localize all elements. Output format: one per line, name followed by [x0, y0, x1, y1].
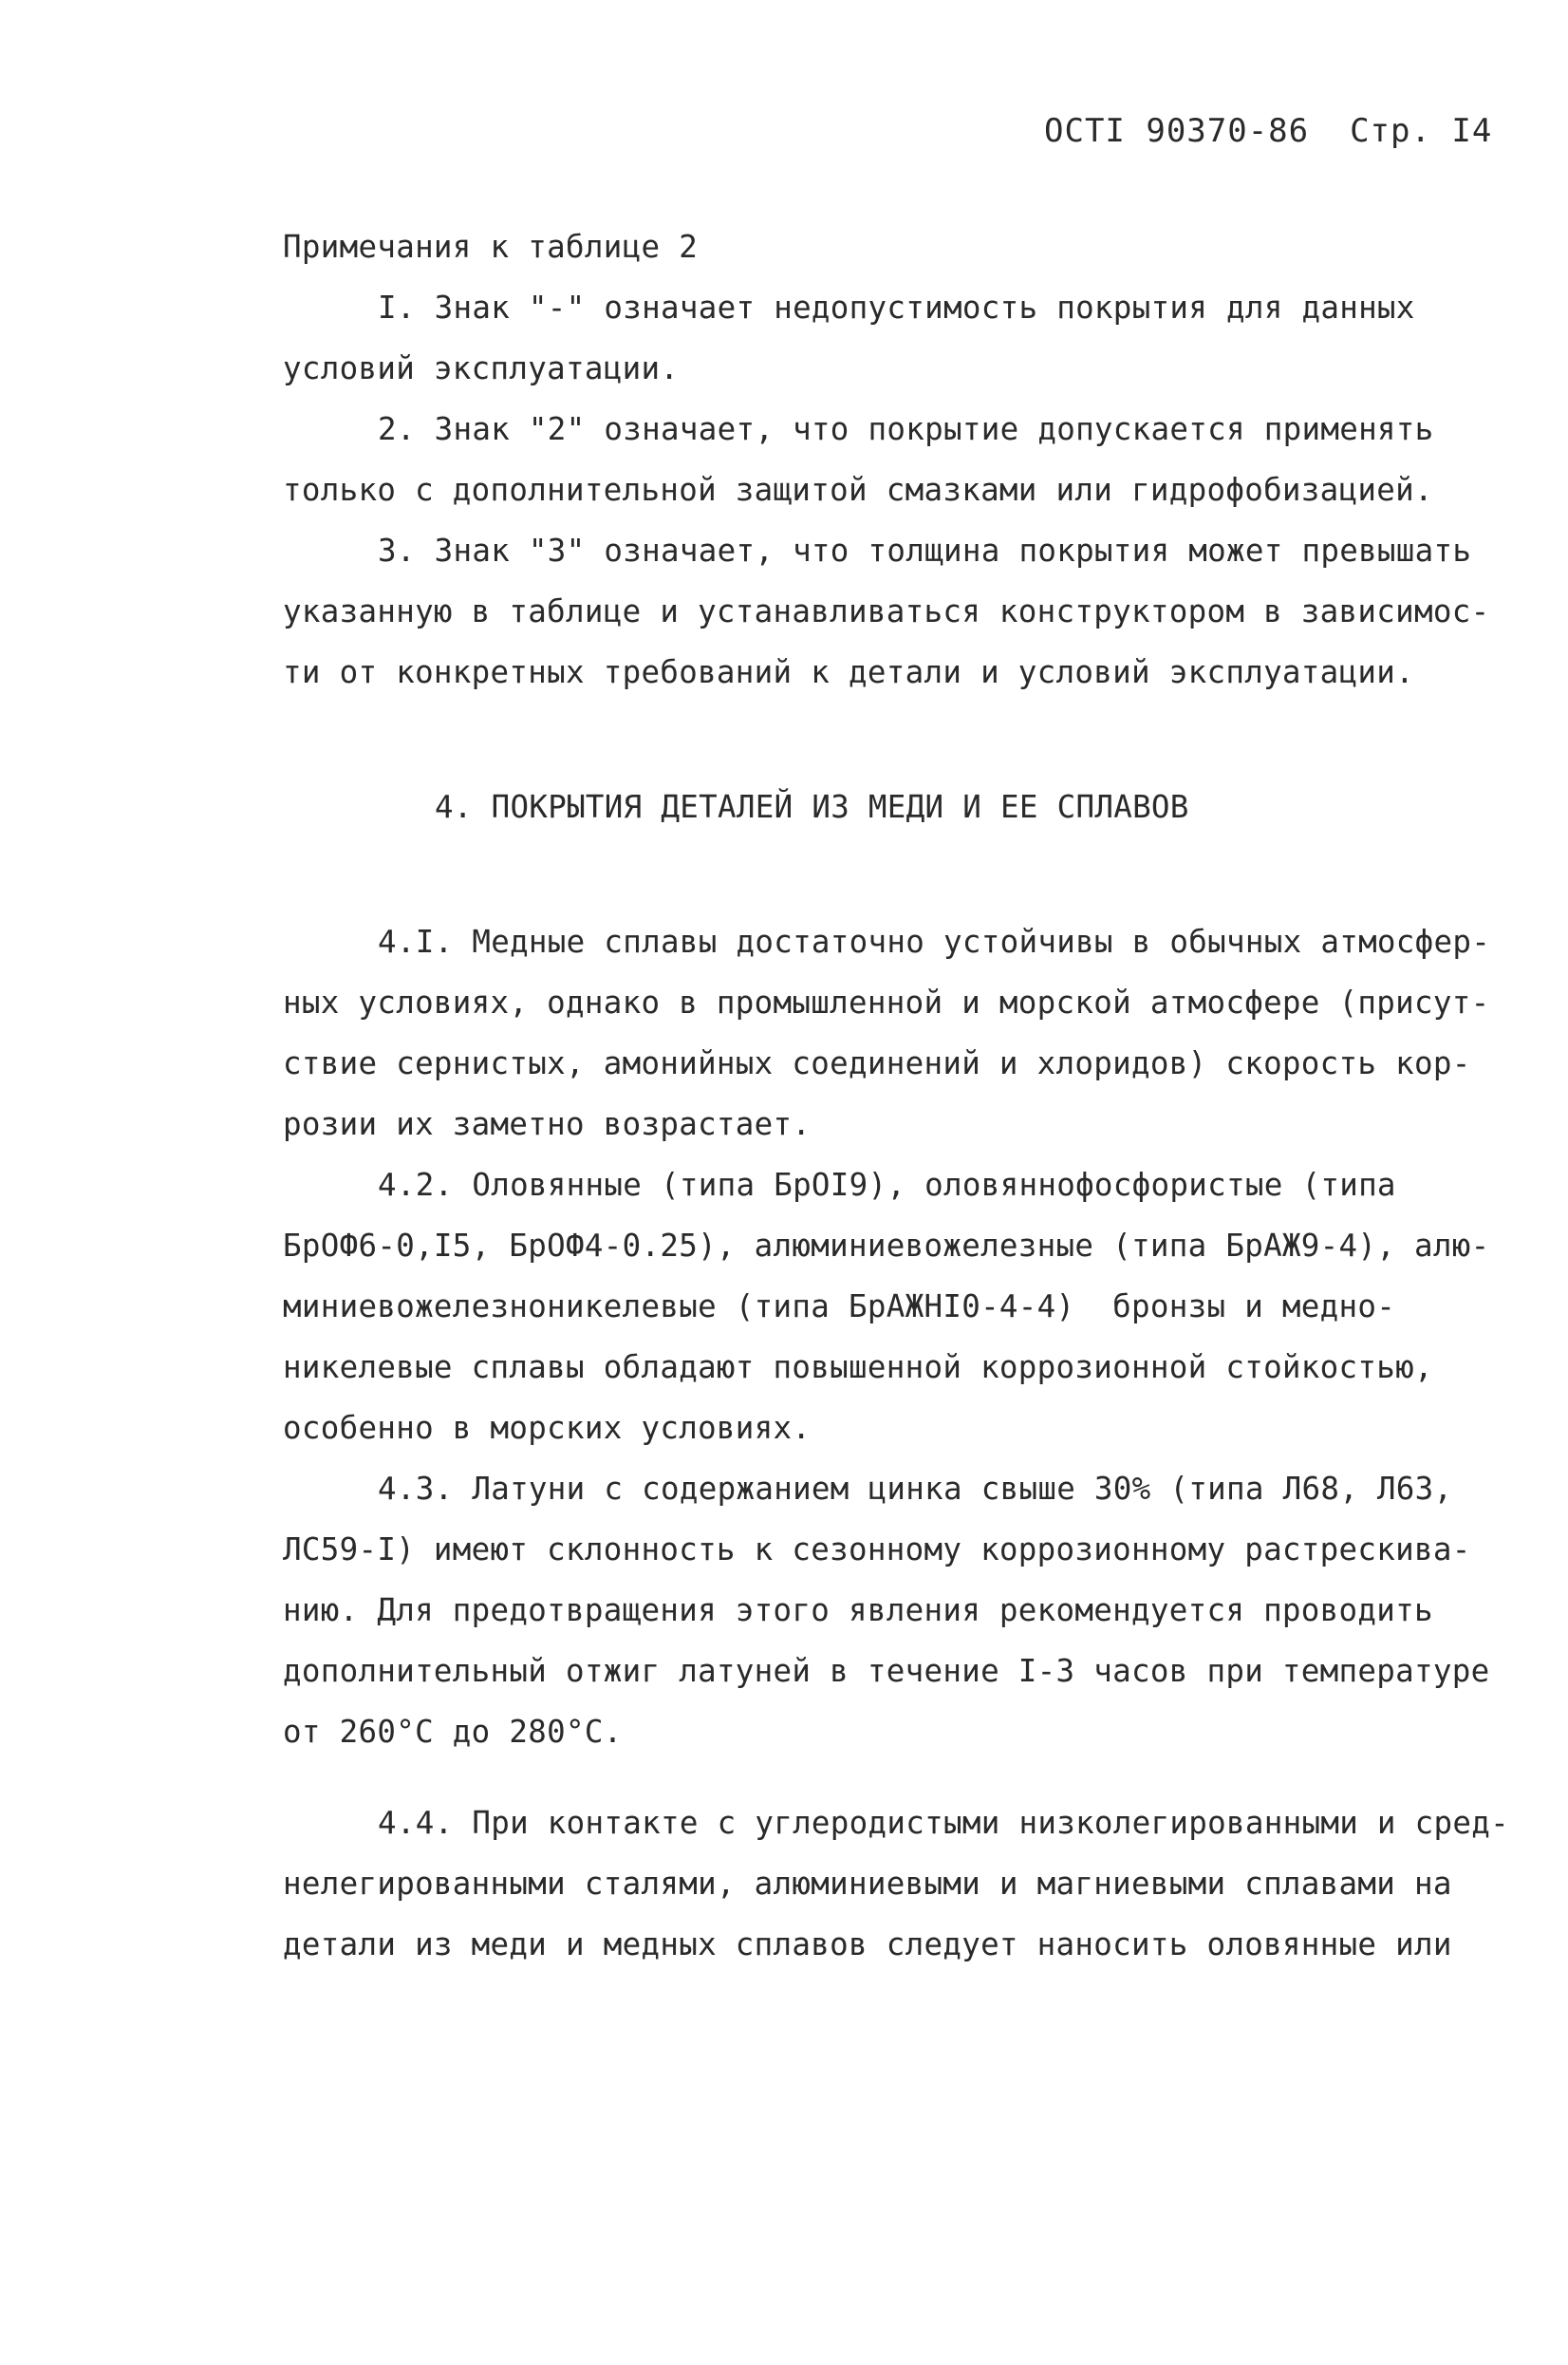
note-3-line-2: указанную в таблице и устанавливаться конструктором в зависимос- [283, 593, 1490, 629]
note-2-line-2: только с дополнительной защитой смазками или гидрофобизацией. [283, 472, 1433, 508]
spacer [283, 703, 1488, 777]
paragraph-4-4-line-2: нелегированными сталями, алюминиевыми и магниевыми сплавами на [283, 1866, 1452, 1902]
paragraph-4-3-line-1: 4.3. Латуни с содержанием цинка свыше 30% (типа Л68, Л63, [378, 1471, 1453, 1507]
section-title: 4. ПОКРЫТИЯ ДЕТАЛЕЙ ИЗ МЕДИ И ЕЕ СПЛАВОВ [435, 789, 1189, 825]
paragraph-4-3-line-3: нию. Для предотвращения этого явления рекомендуется проводить [283, 1592, 1433, 1628]
paragraph-4-3-line-5: от 260°С до 280°С. [283, 1714, 623, 1750]
paragraph-4-4-line-3: детали из меди и медных сплавов следует наносить оловянные или [283, 1926, 1452, 1962]
paragraph-4-3-line-4: дополнительный отжиг латуней в течение I-3 часов при температуре [283, 1653, 1490, 1689]
page-number: Стр. I4 [1350, 112, 1493, 150]
spacer [283, 1762, 1488, 1793]
note-1-line-2: условий эксплуатации. [283, 350, 680, 386]
paragraph-4-1-line-2: ных условиях, однако в промышленной и морской атмосфере (присут- [283, 985, 1490, 1021]
notes-title: Примечания к таблице 2 [283, 229, 699, 265]
paragraph-4-2-line-1: 4.2. Оловянные (типа БрОI9), оловяннофосфористые (типа [378, 1167, 1396, 1203]
paragraph-4-1-line-3: ствие сернистых, амонийных соединений и хлоридов) скорость кор- [283, 1045, 1471, 1081]
page-header [1044, 112, 1492, 150]
paragraph-4-3-line-2: ЛС59-I) имеют склонность к сезонному коррозионному растрескива- [283, 1531, 1471, 1567]
paragraph-4-2-line-3: миниевожелезноникелевые (типа БрАЖНI0-4-4) бронзы и медно- [283, 1288, 1396, 1324]
paragraph-4-1-line-1: 4.I. Медные сплавы достаточно устойчивы в обычных атмосфер- [378, 924, 1491, 960]
note-2-line-1: 2. Знак "2" означает, что покрытие допускается применять [378, 411, 1434, 447]
paragraph-4-1-line-4: розии их заметно возрастает. [283, 1106, 812, 1142]
paragraph-4-2-line-2: БрОФ6-0,I5, БрОФ4-0.25), алюминиевожелезные (типа БрАЖ9-4), алю- [283, 1228, 1490, 1264]
document-reference: ОСТI 90370-86 [1044, 112, 1310, 150]
page-content [283, 216, 1509, 1975]
note-3-line-3: ти от конкретных требований к детали и условий эксплуатации. [283, 654, 1414, 690]
note-3-line-1: 3. Знак "3" означает, что толщина покрытия может превышать [378, 533, 1472, 569]
spacer [283, 837, 1488, 911]
note-1-line-1: I. Знак "-" означает недопустимость покрытия для данных [378, 290, 1415, 326]
paragraph-4-4-line-1: 4.4. При контакте с углеродистыми низколегированными и сред- [378, 1805, 1509, 1841]
paragraph-4-2-line-4: никелевые сплавы обладают повышенной коррозионной стойкостью, [283, 1349, 1433, 1385]
paragraph-4-2-line-5: особенно в морских условиях. [283, 1410, 812, 1446]
